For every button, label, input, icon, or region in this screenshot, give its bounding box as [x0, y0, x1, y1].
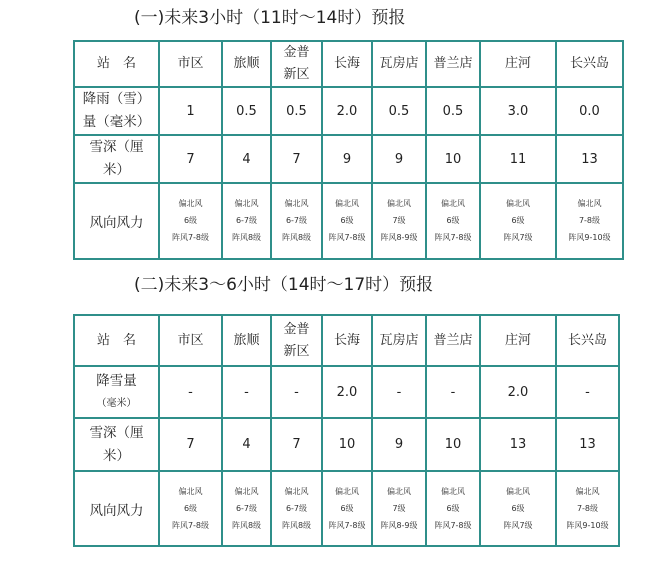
wind-dir: 偏北风	[506, 486, 530, 496]
wind-level: 6级	[446, 216, 460, 225]
section2-title: (二)未来3～6小时（14时～17时）预报	[134, 275, 434, 295]
wind-level: 6-7级	[235, 503, 258, 513]
wind-cell	[556, 471, 619, 546]
forecast-table-1	[73, 40, 624, 260]
data-cell: 4	[222, 135, 271, 183]
wind-dir: 偏北风	[575, 486, 600, 496]
wind-cell	[480, 471, 556, 546]
wind-level: 6级	[446, 503, 460, 513]
row-label-text: 雪深（厘 米）	[89, 424, 144, 464]
header-station: 长海	[322, 41, 372, 87]
wind-level: 6级	[340, 503, 354, 513]
header-station: 旅顺	[222, 315, 271, 366]
header-station: 市区	[159, 315, 222, 366]
wind-gust: 阵风8级	[231, 520, 262, 530]
wind-dir: 偏北风	[335, 486, 359, 496]
data-cell: 2.0	[322, 87, 372, 135]
wind-level: 7级	[392, 216, 406, 225]
header-station: 市区	[159, 41, 222, 87]
wind-cell	[372, 183, 426, 259]
row-label-text: 雪深（厘 米）	[89, 139, 144, 178]
data-cell: 7	[271, 135, 322, 183]
wind-level: 6级	[183, 503, 198, 513]
wind-gust: 阵风7-8级	[171, 233, 210, 242]
header-station: 庄河	[480, 315, 556, 366]
data-cell: 9	[372, 418, 426, 471]
data-cell: 0.5	[426, 87, 480, 135]
wind-cell	[159, 471, 222, 546]
wind-dir: 偏北风	[506, 199, 530, 208]
wind-level: 6级	[511, 216, 525, 225]
data-cell: 9	[372, 135, 426, 183]
data-cell: 11	[480, 135, 556, 183]
wind-level: 6级	[340, 216, 354, 225]
wind-gust: 阵风9-10级	[566, 520, 609, 530]
wind-cell	[159, 183, 222, 259]
data-cell: 10	[322, 418, 372, 471]
wind-level: 6-7级	[285, 216, 308, 225]
wind-cell	[322, 471, 372, 546]
data-cell: 13	[480, 418, 556, 471]
wind-level: 6-7级	[235, 216, 258, 225]
wind-gust: 阵风7级	[503, 520, 533, 530]
wind-level: 7-8级	[578, 216, 601, 225]
header-station: 普兰店	[426, 41, 480, 87]
wind-level: 7-8级	[576, 503, 599, 513]
header-station: 金普 新区	[271, 315, 322, 366]
data-cell: 1	[159, 87, 222, 135]
wind-cell	[271, 183, 322, 259]
header-station: 庄河	[480, 41, 556, 87]
data-cell: 9	[322, 135, 372, 183]
data-cell: -	[372, 366, 426, 418]
wind-level: 6级	[511, 503, 525, 513]
data-cell: 7	[271, 418, 322, 471]
data-cell: 2.0	[322, 366, 372, 418]
row-label-text: 降雪量	[96, 372, 137, 389]
wind-dir: 偏北风	[234, 486, 259, 496]
data-cell: -	[222, 366, 271, 418]
data-cell: -	[426, 366, 480, 418]
wind-cell	[222, 183, 271, 259]
header-station: 长兴岛	[556, 41, 623, 87]
data-cell: 13	[556, 418, 619, 471]
header-station: 瓦房店	[372, 315, 426, 366]
wind-cell	[322, 183, 372, 259]
data-cell: 0.5	[271, 87, 322, 135]
wind-cell	[426, 183, 480, 259]
row-label-wind: 风向风力	[74, 471, 159, 546]
data-cell: -	[556, 366, 619, 418]
data-cell: -	[159, 366, 222, 418]
data-cell: 7	[159, 135, 222, 183]
data-cell: 2.0	[480, 366, 556, 418]
forecast-table-2	[73, 314, 620, 547]
data-cell: 4	[222, 418, 271, 471]
wind-dir: 偏北风	[284, 486, 309, 496]
wind-gust: 阵风7级	[503, 233, 533, 242]
wind-dir: 偏北风	[577, 199, 602, 208]
wind-dir: 偏北风	[387, 486, 411, 496]
wind-gust: 阵风7-8级	[328, 233, 366, 242]
wind-dir: 偏北风	[178, 486, 203, 496]
wind-level: 6-7级	[285, 503, 308, 513]
data-cell: 13	[556, 135, 623, 183]
wind-level: 7级	[392, 503, 406, 513]
data-cell: 7	[159, 418, 222, 471]
row-label	[74, 418, 159, 471]
header-station: 普兰店	[426, 315, 480, 366]
header-station: 长兴岛	[556, 315, 619, 366]
data-cell: 0.5	[222, 87, 271, 135]
data-cell: 0.5	[372, 87, 426, 135]
wind-cell	[480, 183, 556, 259]
wind-dir: 偏北风	[178, 199, 203, 208]
data-cell: -	[271, 366, 322, 418]
wind-gust: 阵风8级	[231, 233, 262, 242]
wind-gust: 阵风8-9级	[380, 233, 418, 242]
wind-gust: 阵风7-8级	[171, 520, 210, 530]
row-label	[74, 135, 159, 183]
wind-cell	[556, 183, 623, 259]
wind-gust: 阵风7-8级	[434, 233, 472, 242]
wind-cell	[426, 471, 480, 546]
data-cell: 3.0	[480, 87, 556, 135]
wind-level: 6级	[183, 216, 198, 225]
header-station-label: 站 名	[74, 315, 159, 366]
row-label-wind: 风向风力	[74, 183, 159, 259]
header-station: 金普 新区	[271, 41, 322, 87]
section1-title: (一)未来3小时（11时～14时）预报	[134, 8, 406, 28]
wind-cell	[372, 471, 426, 546]
header-station-label: 站 名	[74, 41, 159, 87]
wind-gust: 阵风8级	[281, 520, 312, 530]
wind-gust: 阵风9-10级	[568, 233, 611, 242]
wind-dir: 偏北风	[441, 199, 465, 208]
wind-gust: 阵风8-9级	[380, 520, 418, 530]
wind-dir: 偏北风	[284, 199, 309, 208]
row-label	[74, 366, 159, 418]
data-cell: 10	[426, 135, 480, 183]
header-station: 旅顺	[222, 41, 271, 87]
row-label	[74, 87, 159, 135]
wind-cell	[271, 471, 322, 546]
row-label-unit: （毫米）	[96, 397, 137, 409]
data-cell: 10	[426, 418, 480, 471]
wind-dir: 偏北风	[441, 486, 465, 496]
wind-dir: 偏北风	[335, 199, 359, 208]
row-label-text: 降雨（雪） 量（毫米）	[82, 91, 151, 130]
data-cell: 0.0	[556, 87, 623, 135]
wind-dir: 偏北风	[387, 199, 411, 208]
wind-dir: 偏北风	[234, 199, 259, 208]
wind-gust: 阵风7-8级	[328, 520, 366, 530]
wind-gust: 阵风7-8级	[434, 520, 472, 530]
wind-cell	[222, 471, 271, 546]
wind-gust: 阵风8级	[281, 233, 312, 242]
header-station: 长海	[322, 315, 372, 366]
header-station: 瓦房店	[372, 41, 426, 87]
